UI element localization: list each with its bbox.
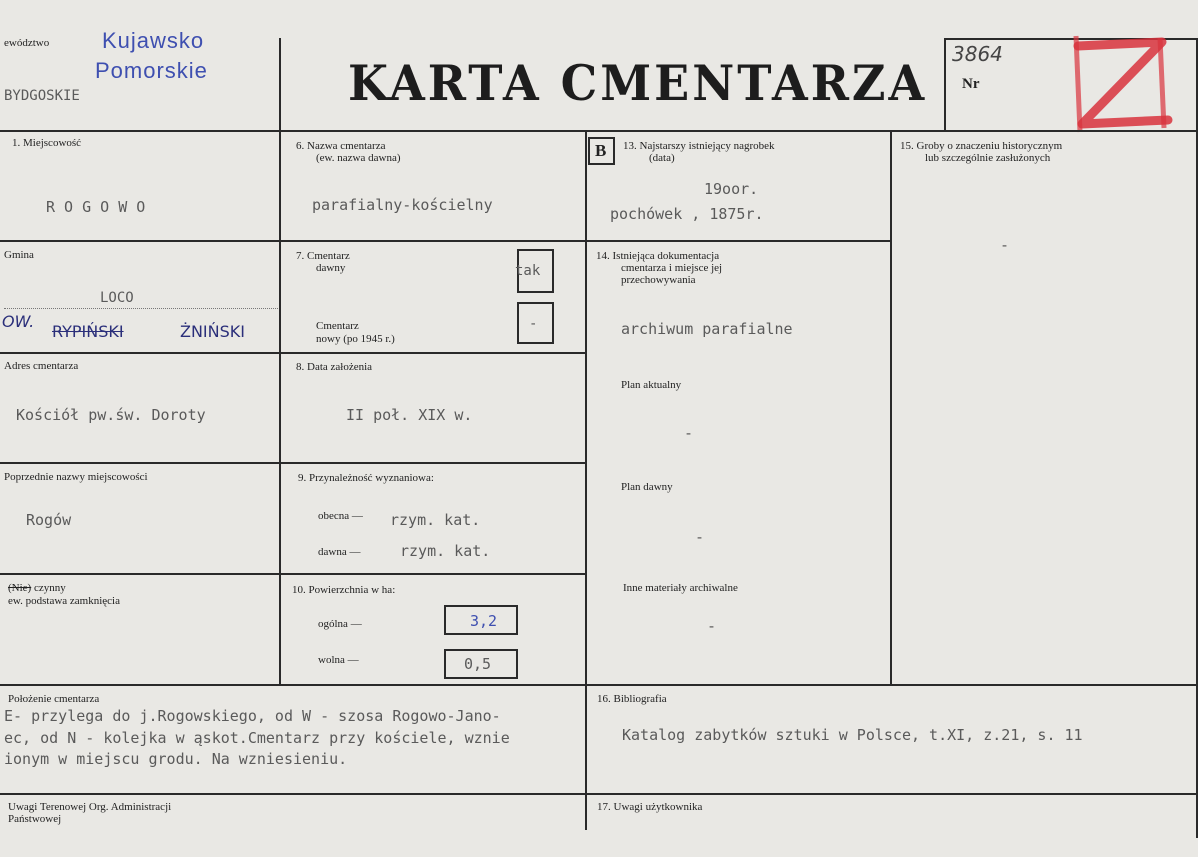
field7-dawny-value: tak	[515, 263, 541, 279]
adres-label: Adres cmentarza	[4, 360, 79, 372]
field13-value-2: pochówek , 1875r.	[610, 205, 764, 223]
red-z-mark	[1060, 28, 1180, 142]
nr-label: Nr	[962, 76, 980, 92]
field14-label-2: cmentarza i miejsce jej	[621, 262, 723, 274]
typed-region: BYDGOSKIE	[4, 88, 80, 104]
polozenie-line3: ionym w miejscu grodu. Na wzniesieniu.	[4, 750, 348, 768]
field17-label: 17. Uwagi użytkownika	[597, 801, 703, 813]
field16-label: 16. Bibliografia	[597, 693, 667, 705]
field14-label-3: przechowywania	[621, 274, 696, 286]
inne-value: -	[707, 617, 717, 635]
field14-label: 14. Istniejąca dokumentacja	[596, 250, 720, 262]
field1-value: R O G O W O	[46, 198, 146, 216]
gmina-label: Gmina	[4, 249, 34, 261]
grid-line	[585, 130, 587, 830]
grid-line	[279, 130, 281, 685]
region-stamp-line1: Kujawsko	[102, 28, 205, 53]
grid-line	[0, 684, 1198, 686]
field16-value: Katalog zabytków sztuki w Polsce, t.XI, z.21, s. 11	[622, 726, 1083, 744]
polozenie-line1: E- przylega do j.Rogowskiego, od W - szosa Rogowo-Jano-	[4, 707, 501, 725]
field14-value: archiwum parafialne	[621, 320, 793, 338]
uwagi-label-2: Państwowej	[8, 813, 62, 825]
grid-line	[0, 352, 585, 354]
field13-value: 19oor.	[704, 180, 759, 198]
field10-wolna-value: 0,5	[464, 655, 492, 673]
polozenie-line2: ec, od N - kolejka w ąskot.Cmentarz przy kościele, wznie	[4, 729, 510, 747]
field7-label: 7. Cmentarz	[296, 250, 350, 262]
podstawa-label: ew. podstawa zamknięcia	[8, 595, 120, 607]
field6-label: 6. Nazwa cmentarza	[296, 140, 386, 152]
field8-value: II poł. XIX w.	[346, 406, 473, 424]
field9-obecna-value: rzym. kat.	[390, 511, 481, 529]
field10-wolna-label: wolna —	[318, 654, 359, 666]
plan-aktualny-value: -	[684, 424, 694, 442]
region-stamp-line2: Pomorskie	[95, 58, 208, 83]
field10-ogolna-label: ogólna —	[318, 618, 362, 630]
field13-label-2: (data)	[649, 152, 675, 164]
grid-line	[0, 462, 585, 464]
field10-label: 10. Powierzchnia w ha:	[292, 584, 396, 596]
powiat-value: ŻNIŃSKI	[180, 322, 245, 341]
page-title: KARTA CMENTARZA	[348, 54, 928, 112]
poprzednie-value: Rogów	[26, 511, 72, 529]
field7-nowy-label: Cmentarz	[316, 320, 359, 332]
poprzednie-label: Poprzednie nazwy miejscowości	[4, 471, 148, 483]
czynny-text: czynny	[33, 582, 66, 594]
czynny-label	[8, 582, 66, 594]
field13-label: 13. Najstarszy istniejący nagrobek	[623, 140, 775, 152]
polozenie-label: Położenie cmentarza	[8, 693, 100, 705]
field6-label-2: (ew. nazwa dawna)	[316, 152, 401, 164]
field9-dawna-value: rzym. kat.	[400, 542, 491, 560]
grid-line	[0, 130, 1198, 132]
grid-line	[0, 240, 585, 242]
field9-dawna-label: dawna —	[318, 546, 361, 558]
grid-line	[0, 573, 585, 575]
wojewodztwo-label: ewództwo	[4, 37, 50, 49]
grid-line	[890, 130, 892, 685]
czynny-struck: (Nie)	[8, 582, 32, 594]
field8-label: 8. Data założenia	[296, 361, 373, 373]
field15-label: 15. Groby o znaczeniu historycznym	[900, 140, 1063, 152]
grid-line	[0, 793, 1198, 795]
field10-ogolna-value: 3,2	[470, 612, 498, 630]
field9-label: 9. Przynależność wyznaniowa:	[298, 472, 434, 484]
field6-value: parafialny-kościelny	[312, 196, 493, 214]
adres-value: Kościół pw.św. Doroty	[16, 406, 206, 424]
field15-label-2: lub szczególnie zasłużonych	[925, 152, 1051, 164]
plan-dawny-label: Plan dawny	[621, 481, 673, 493]
grid-line	[585, 240, 891, 242]
uwagi-label: Uwagi Terenowej Org. Administracji	[8, 801, 172, 813]
powiat-prefix: OW.	[2, 312, 35, 331]
field7-nowy-value: -	[529, 316, 538, 332]
header-divider	[279, 38, 281, 130]
hand-number: 3864	[952, 42, 1003, 66]
field15-value: -	[1000, 236, 1010, 254]
plan-dawny-value: -	[695, 528, 705, 546]
b-mark: B	[595, 141, 607, 160]
plan-aktualny-label: Plan aktualny	[621, 379, 682, 391]
inne-label: Inne materiały archiwalne	[623, 582, 738, 594]
field1-label: 1. Miejscowość	[12, 137, 82, 149]
dotted-line	[4, 308, 278, 309]
field7-nowy-label-2: nowy (po 1945 r.)	[316, 333, 395, 345]
field9-obecna-label: obecna —	[318, 510, 363, 522]
gmina-value: LOCO	[100, 290, 134, 306]
powiat-struck: RYPIŃSKI	[52, 322, 124, 341]
field7-label-2: dawny	[316, 262, 346, 274]
